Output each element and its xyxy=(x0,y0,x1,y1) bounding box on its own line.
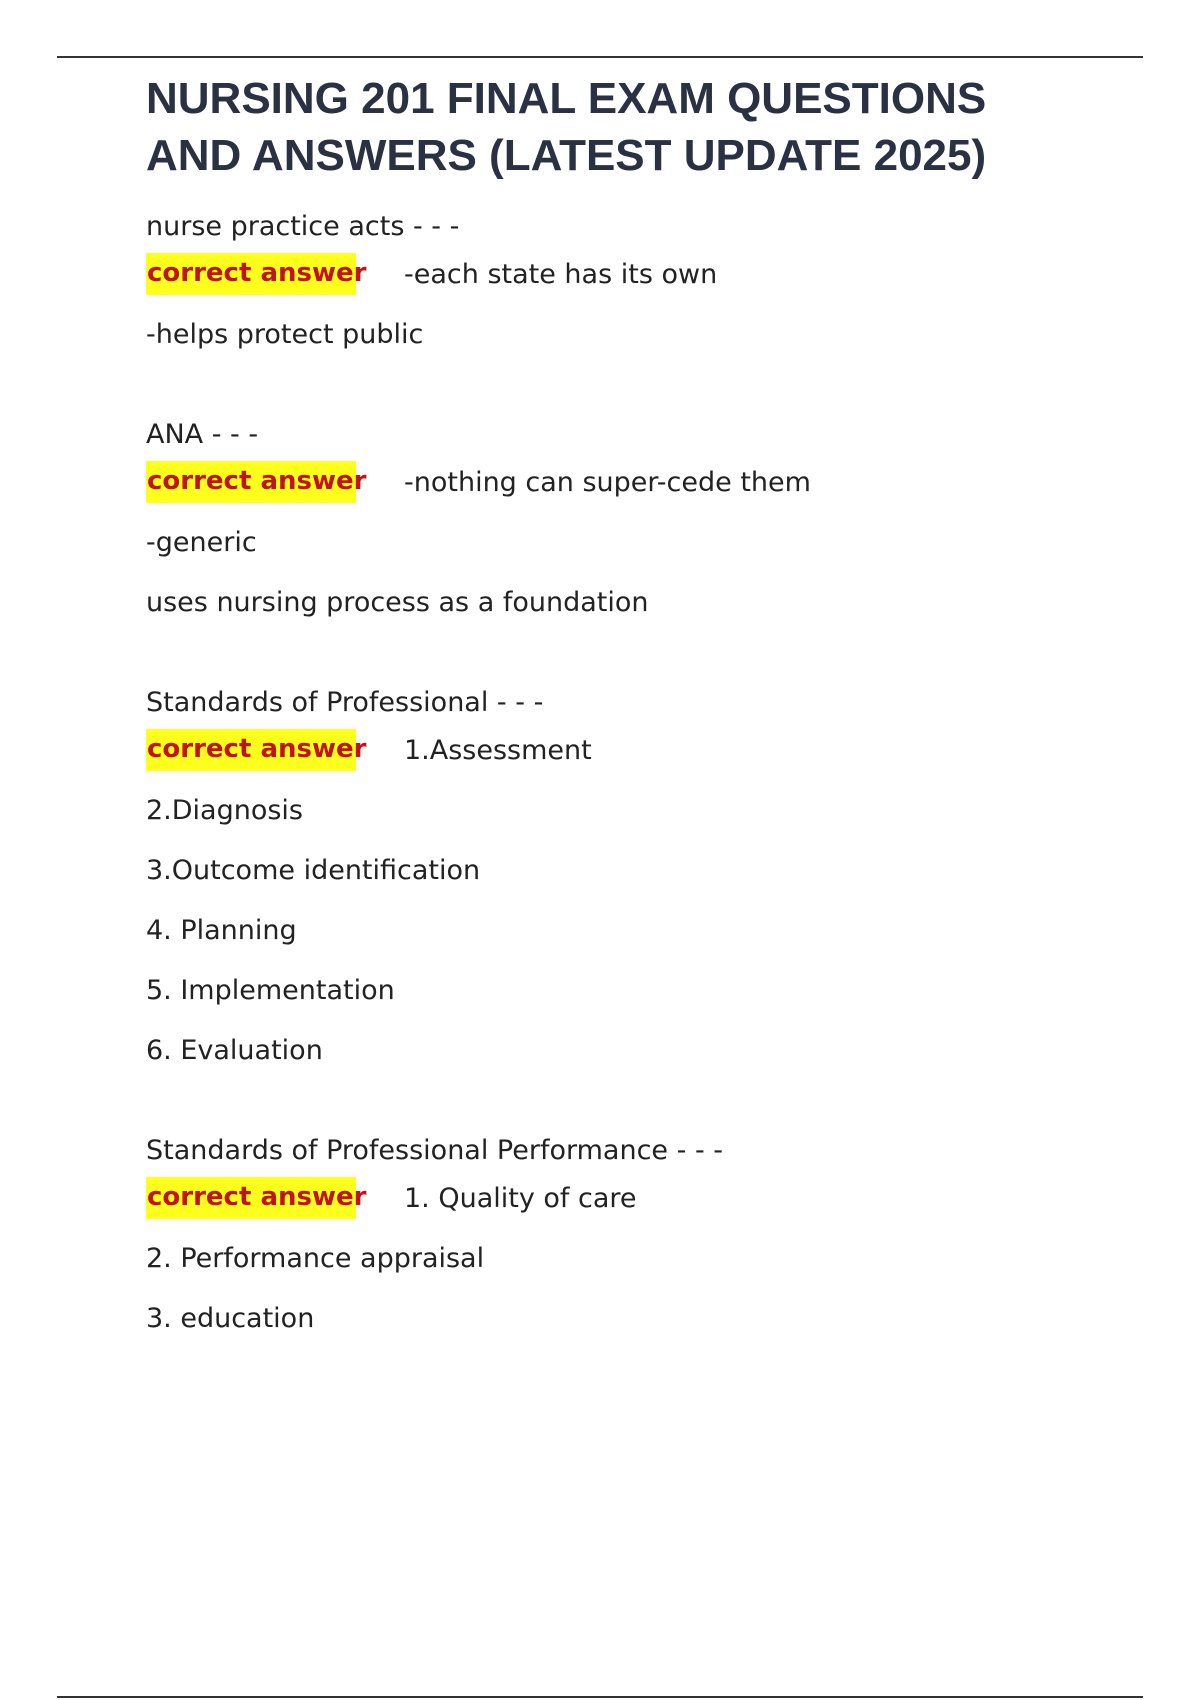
answer-line: 6. Evaluation xyxy=(146,1035,323,1066)
question-text: nurse practice acts - - - xyxy=(146,211,460,242)
title-line-1: NURSING 201 FINAL EXAM QUESTIONS xyxy=(146,74,987,123)
document-body xyxy=(146,70,1126,1338)
answer-line: 2. Performance appraisal xyxy=(146,1243,485,1274)
answer-line: 3. education xyxy=(146,1303,315,1334)
correct-answer-badge: correct answer xyxy=(146,253,356,295)
answer-row xyxy=(146,458,1126,506)
qa-item xyxy=(146,416,1126,622)
document-title xyxy=(146,70,1126,184)
qa-item xyxy=(146,684,1126,1070)
correct-answer-badge: correct answer xyxy=(146,1177,356,1219)
answer-line: uses nursing process as a foundation xyxy=(146,587,649,618)
answer-text: 1.Assessment xyxy=(404,734,592,766)
question-text: Standards of Professional - - - xyxy=(146,687,544,718)
title-line-2: AND ANSWERS (LATEST UPDATE 2025) xyxy=(146,131,987,180)
correct-answer-badge: correct answer xyxy=(146,461,356,503)
correct-answer-badge: correct answer xyxy=(146,729,356,771)
answer-text: -nothing can super-cede them xyxy=(404,466,811,498)
answer-line: 5. Implementation xyxy=(146,975,395,1006)
qa-item xyxy=(146,208,1126,354)
answer-line: 2.Diagnosis xyxy=(146,795,304,826)
answer-text: -each state has its own xyxy=(404,258,718,290)
bottom-rule xyxy=(57,1696,1143,1698)
answer-row xyxy=(146,250,1126,298)
top-rule xyxy=(57,56,1143,58)
answer-row xyxy=(146,1174,1126,1222)
qa-item xyxy=(146,1132,1126,1338)
answer-line: -helps protect public xyxy=(146,319,424,350)
question-text: ANA - - - xyxy=(146,419,259,450)
answer-text: 1. Quality of care xyxy=(404,1182,637,1214)
answer-line: 3.Outcome identification xyxy=(146,855,481,886)
answer-line: 4. Planning xyxy=(146,915,297,946)
question-text: Standards of Professional Performance - - - xyxy=(146,1135,724,1166)
answer-row xyxy=(146,726,1126,774)
answer-line: -generic xyxy=(146,527,257,558)
